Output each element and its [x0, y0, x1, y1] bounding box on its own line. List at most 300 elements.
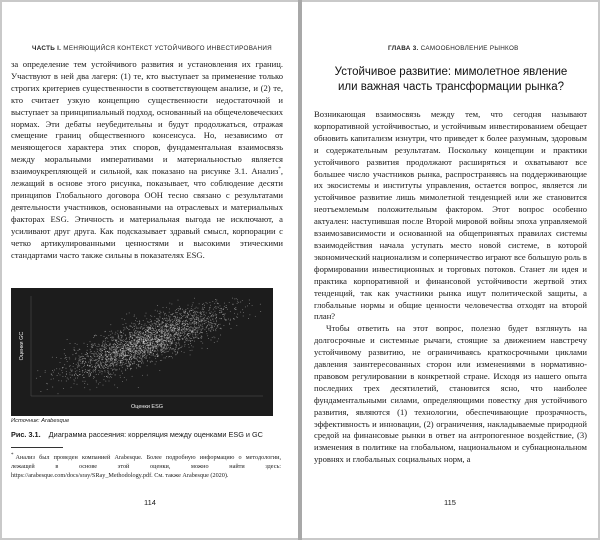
scatter-point: [147, 333, 148, 334]
scatter-point: [129, 339, 130, 340]
scatter-point: [206, 302, 207, 303]
scatter-point: [120, 352, 121, 353]
scatter-point: [104, 345, 105, 346]
scatter-point: [196, 317, 197, 318]
scatter-point: [134, 323, 135, 324]
scatter-point: [134, 358, 135, 359]
scatter-point: [197, 308, 198, 309]
scatter-point: [64, 353, 65, 354]
scatter-point: [185, 339, 186, 340]
scatter-point: [132, 358, 133, 359]
scatter-point: [121, 348, 122, 349]
scatter-point: [212, 327, 213, 328]
scatter-point: [115, 353, 116, 354]
scatter-point: [163, 346, 164, 347]
scatter-point: [174, 331, 175, 332]
scatter-point: [72, 354, 73, 355]
scatter-point: [178, 319, 179, 320]
scatter-point: [148, 349, 149, 350]
scatter-point: [152, 346, 153, 347]
scatter-point: [213, 336, 214, 337]
scatter-point: [219, 318, 220, 319]
scatter-point: [186, 329, 187, 330]
scatter-point: [121, 361, 122, 362]
scatter-point: [145, 347, 146, 348]
scatter-point: [168, 332, 169, 333]
scatter-point: [109, 365, 110, 366]
scatter-point: [163, 343, 164, 344]
scatter-point: [178, 310, 179, 311]
scatter-point: [145, 331, 146, 332]
scatter-point: [123, 358, 124, 359]
scatter-point: [70, 365, 71, 366]
scatter-point: [107, 377, 108, 378]
scatter-point: [200, 319, 201, 320]
scatter-point: [120, 335, 121, 336]
scatter-point: [191, 310, 192, 311]
scatter-point: [136, 350, 137, 351]
scatter-point: [193, 317, 194, 318]
scatter-point: [110, 337, 111, 338]
scatter-point: [105, 348, 106, 349]
scatter-point: [175, 316, 176, 317]
scatter-point: [124, 319, 125, 320]
scatter-point: [104, 365, 105, 366]
scatter-point: [139, 349, 140, 350]
scatter-point: [188, 335, 189, 336]
scatter-point: [137, 328, 138, 329]
scatter-point: [129, 350, 130, 351]
scatter-point: [145, 338, 146, 339]
scatter-point: [189, 337, 190, 338]
scatter-point: [101, 355, 102, 356]
scatter-point: [121, 356, 122, 357]
scatter-point: [204, 305, 205, 306]
scatter-point: [87, 365, 88, 366]
scatter-point: [182, 316, 183, 317]
scatter-point: [139, 348, 140, 349]
scatter-point: [200, 332, 201, 333]
scatter-point: [133, 330, 134, 331]
scatter-point: [196, 311, 197, 312]
scatter-point: [170, 325, 171, 326]
scatter-point: [134, 361, 135, 362]
scatter-point: [169, 341, 170, 342]
scatter-point: [210, 320, 211, 321]
scatter-point: [133, 345, 134, 346]
scatter-point: [196, 317, 197, 318]
scatter-point: [157, 342, 158, 343]
scatter-point: [124, 345, 125, 346]
scatter-point: [199, 321, 200, 322]
scatter-point: [87, 350, 88, 351]
scatter-point: [110, 361, 111, 362]
scatter-point: [135, 345, 136, 346]
scatter-point: [252, 305, 253, 306]
scatter-point: [108, 345, 109, 346]
scatter-point: [191, 306, 192, 307]
scatter-point: [184, 333, 185, 334]
scatter-point: [122, 318, 123, 319]
scatter-point: [115, 344, 116, 345]
scatter-point: [147, 365, 148, 366]
scatter-point: [209, 307, 210, 308]
section-title-line: Устойчивое развитие: мимолетное явление: [334, 66, 568, 78]
scatter-point: [183, 325, 184, 326]
scatter-point: [93, 376, 94, 377]
scatter-point: [121, 353, 122, 354]
scatter-point: [108, 341, 109, 342]
scatter-point: [65, 357, 66, 358]
scatter-point: [123, 333, 124, 334]
scatter-point: [190, 310, 191, 311]
scatter-point: [224, 315, 225, 316]
scatter-point: [115, 355, 116, 356]
scatter-point: [200, 329, 201, 330]
scatter-point: [183, 311, 184, 312]
scatter-point: [202, 348, 203, 349]
scatter-point: [116, 349, 117, 350]
scatter-point: [96, 366, 97, 367]
scatter-point: [142, 337, 143, 338]
scatter-point: [164, 326, 165, 327]
scatter-point: [161, 343, 162, 344]
scatter-point: [196, 324, 197, 325]
scatter-point: [95, 345, 96, 346]
scatter-point: [198, 330, 199, 331]
scatter-point: [114, 343, 115, 344]
scatter-point: [168, 333, 169, 334]
scatter-point: [111, 356, 112, 357]
scatter-point: [92, 358, 93, 359]
scatter-point: [62, 372, 63, 373]
scatter-point: [190, 326, 191, 327]
scatter-point: [100, 382, 101, 383]
scatter-point: [177, 321, 178, 322]
scatter-point: [160, 350, 161, 351]
scatter-point: [124, 377, 125, 378]
scatter-point: [202, 326, 203, 327]
scatter-point: [102, 342, 103, 343]
scatter-point: [113, 365, 114, 366]
scatter-point: [125, 370, 126, 371]
scatter-point: [143, 356, 144, 357]
scatter-point: [161, 346, 162, 347]
scatter-point: [127, 344, 128, 345]
scatter-point: [174, 340, 175, 341]
scatter-point: [150, 348, 151, 349]
scatter-point: [157, 353, 158, 354]
scatter-point: [189, 331, 190, 332]
scatter-point: [152, 343, 153, 344]
scatter-point: [74, 374, 75, 375]
scatter-point: [226, 305, 227, 306]
scatter-point: [155, 351, 156, 352]
scatter-point: [112, 362, 113, 363]
header-chapter-label: ГЛАВА 3.: [388, 45, 419, 52]
scatter-point: [96, 335, 97, 336]
scatter-point: [110, 354, 111, 355]
scatter-point: [106, 358, 107, 359]
scatter-point: [165, 334, 166, 335]
scatter-point: [155, 331, 156, 332]
scatter-point: [121, 337, 122, 338]
scatter-point: [130, 347, 131, 348]
scatter-point: [215, 324, 216, 325]
scatter-point: [124, 356, 125, 357]
scatter-point: [141, 338, 142, 339]
header-part-label: ЧАСТЬ I.: [32, 45, 62, 52]
scatter-point: [75, 359, 76, 360]
scatter-point: [127, 355, 128, 356]
scatter-point: [143, 341, 144, 342]
scatter-point: [115, 339, 116, 340]
scatter-point: [139, 339, 140, 340]
scatter-point: [76, 370, 77, 371]
scatter-point: [228, 319, 229, 320]
scatter-point: [178, 300, 179, 301]
scatter-point: [137, 347, 138, 348]
section-title-line: или важная часть трансформации рынка?: [337, 81, 564, 93]
scatter-point: [242, 300, 243, 301]
scatter-point: [162, 339, 163, 340]
scatter-point: [120, 332, 121, 333]
scatter-point: [66, 359, 67, 360]
scatter-point: [126, 360, 127, 361]
scatter-point: [114, 344, 115, 345]
scatter-point: [175, 324, 176, 325]
scatter-point: [170, 327, 171, 328]
scatter-point: [175, 351, 176, 352]
scatter-point: [124, 355, 125, 356]
scatter-point: [134, 331, 135, 332]
scatter-point: [141, 360, 142, 361]
scatter-point: [142, 341, 143, 342]
scatter-point: [162, 318, 163, 319]
scatter-point: [174, 329, 175, 330]
scatter-point: [225, 319, 226, 320]
scatter-point: [123, 324, 124, 325]
scatter-point: [180, 321, 181, 322]
scatter-point: [94, 335, 95, 336]
scatter-point: [105, 353, 106, 354]
scatter-point: [134, 356, 135, 357]
scatter-point: [146, 332, 147, 333]
scatter-point: [179, 319, 180, 320]
scatter-point: [111, 377, 112, 378]
scatter-point: [141, 350, 142, 351]
scatter-point: [172, 336, 173, 337]
scatter-point: [160, 332, 161, 333]
scatter-point: [61, 380, 62, 381]
scatter-point: [181, 315, 182, 316]
scatter-point: [113, 337, 114, 338]
scatter-point: [76, 353, 77, 354]
scatter-point: [134, 363, 135, 364]
scatter-point: [154, 323, 155, 324]
scatter-point: [220, 335, 221, 336]
scatter-point: [158, 341, 159, 342]
y-axis-label: Оценки GC: [19, 331, 25, 361]
scatter-point: [89, 376, 90, 377]
scatter-point: [179, 317, 180, 318]
scatter-point: [185, 312, 186, 313]
scatter-point: [116, 365, 117, 366]
scatter-point: [132, 327, 133, 328]
scatter-point: [150, 350, 151, 351]
scatter-point: [148, 330, 149, 331]
scatter-point: [168, 316, 169, 317]
scatter-point: [102, 359, 103, 360]
scatter-point: [108, 372, 109, 373]
scatter-point: [81, 356, 82, 357]
scatter-point: [140, 348, 141, 349]
scatter-point: [136, 358, 137, 359]
scatter-point: [122, 352, 123, 353]
scatter-point: [125, 323, 126, 324]
scatter-point: [138, 331, 139, 332]
scatter-point: [123, 341, 124, 342]
scatter-point: [133, 335, 134, 336]
scatter-point: [164, 334, 165, 335]
scatter-point: [221, 312, 222, 313]
scatter-point: [236, 325, 237, 326]
scatter-point: [166, 341, 167, 342]
scatter-point: [147, 352, 148, 353]
scatter-point: [197, 338, 198, 339]
scatter-point: [116, 356, 117, 357]
scatter-point: [186, 317, 187, 318]
scatter-point: [105, 371, 106, 372]
scatter-point: [167, 326, 168, 327]
scatter-point: [163, 322, 164, 323]
scatter-point: [163, 325, 164, 326]
scatter-point: [130, 369, 131, 370]
scatter-point: [127, 366, 128, 367]
scatter-point: [215, 299, 216, 300]
scatter-point: [211, 327, 212, 328]
scatter-point: [146, 358, 147, 359]
scatter-point: [164, 329, 165, 330]
scatter-point: [138, 353, 139, 354]
scatter-point: [116, 358, 117, 359]
scatter-point: [153, 343, 154, 344]
scatter-point: [159, 335, 160, 336]
scatter-point: [184, 328, 185, 329]
scatter-point: [201, 329, 202, 330]
scatter-point: [123, 359, 124, 360]
scatter-point: [94, 366, 95, 367]
scatter-point: [101, 335, 102, 336]
scatter-point: [154, 351, 155, 352]
scatter-point: [184, 336, 185, 337]
scatter-point: [122, 367, 123, 368]
scatter-point: [143, 320, 144, 321]
scatter-point: [189, 322, 190, 323]
scatter-point: [172, 349, 173, 350]
running-header-left: [32, 45, 272, 52]
scatter-point: [126, 342, 127, 343]
scatter-point: [226, 319, 227, 320]
scatter-point: [137, 359, 138, 360]
scatter-point: [95, 370, 96, 371]
scatter-point: [234, 319, 235, 320]
scatter-point: [90, 362, 91, 363]
scatter-point: [158, 350, 159, 351]
scatter-point: [77, 367, 78, 368]
scatter-point: [199, 303, 200, 304]
scatter-point: [187, 323, 188, 324]
scatter-point: [165, 352, 166, 353]
scatter-point: [127, 365, 128, 366]
scatter-point: [104, 331, 105, 332]
scatter-point: [230, 320, 231, 321]
scatter-point: [155, 341, 156, 342]
scatter-point: [70, 343, 71, 344]
scatter-point: [159, 336, 160, 337]
scatter-point: [151, 316, 152, 317]
scatter-point: [128, 329, 129, 330]
scatter-point: [165, 326, 166, 327]
scatter-point: [133, 355, 134, 356]
scatter-point: [212, 319, 213, 320]
scatter-point: [149, 357, 150, 358]
scatter-point: [71, 371, 72, 372]
scatter-point: [107, 357, 108, 358]
scatter-point: [177, 319, 178, 320]
scatter-point: [201, 314, 202, 315]
scatter-point: [104, 376, 105, 377]
scatter-point: [224, 306, 225, 307]
scatter-point: [103, 343, 104, 344]
scatter-point: [152, 330, 153, 331]
scatter-point: [178, 339, 179, 340]
scatter-point: [101, 351, 102, 352]
scatter-point: [160, 313, 161, 314]
scatter-point: [204, 311, 205, 312]
scatter-point: [135, 344, 136, 345]
scatter-point: [141, 359, 142, 360]
scatter-point: [105, 351, 106, 352]
scatter-point: [109, 381, 110, 382]
scatter-point: [141, 339, 142, 340]
scatter-point: [52, 387, 53, 388]
scatter-point: [207, 325, 208, 326]
scatter-point: [179, 345, 180, 346]
scatter-point: [96, 374, 97, 375]
scatter-point: [108, 373, 109, 374]
scatter-point: [126, 363, 127, 364]
scatter-point: [155, 344, 156, 345]
scatter-point: [120, 343, 121, 344]
scatter-point: [79, 365, 80, 366]
scatter-point: [131, 352, 132, 353]
scatter-point: [145, 343, 146, 344]
scatter-plot-svg: [11, 288, 273, 416]
scatter-point: [106, 354, 107, 355]
footnote-text: Анализ был проведен компанией Arabesque. Более подробную информацию о методологии, лежащей в основе этой оценки, можно найти здесь: https://arabesque.com/docs/sray/SRay_Methodology.pdf. См. также Arabesque (2020).: [11, 454, 281, 480]
scatter-point: [156, 335, 157, 336]
scatter-point: [156, 361, 157, 362]
scatter-point: [142, 351, 143, 352]
scatter-point: [195, 313, 196, 314]
scatter-point: [104, 336, 105, 337]
scatter-point: [134, 351, 135, 352]
scatter-point: [160, 327, 161, 328]
figure-caption: [11, 430, 263, 439]
scatter-point: [198, 315, 199, 316]
scatter-point: [171, 330, 172, 331]
